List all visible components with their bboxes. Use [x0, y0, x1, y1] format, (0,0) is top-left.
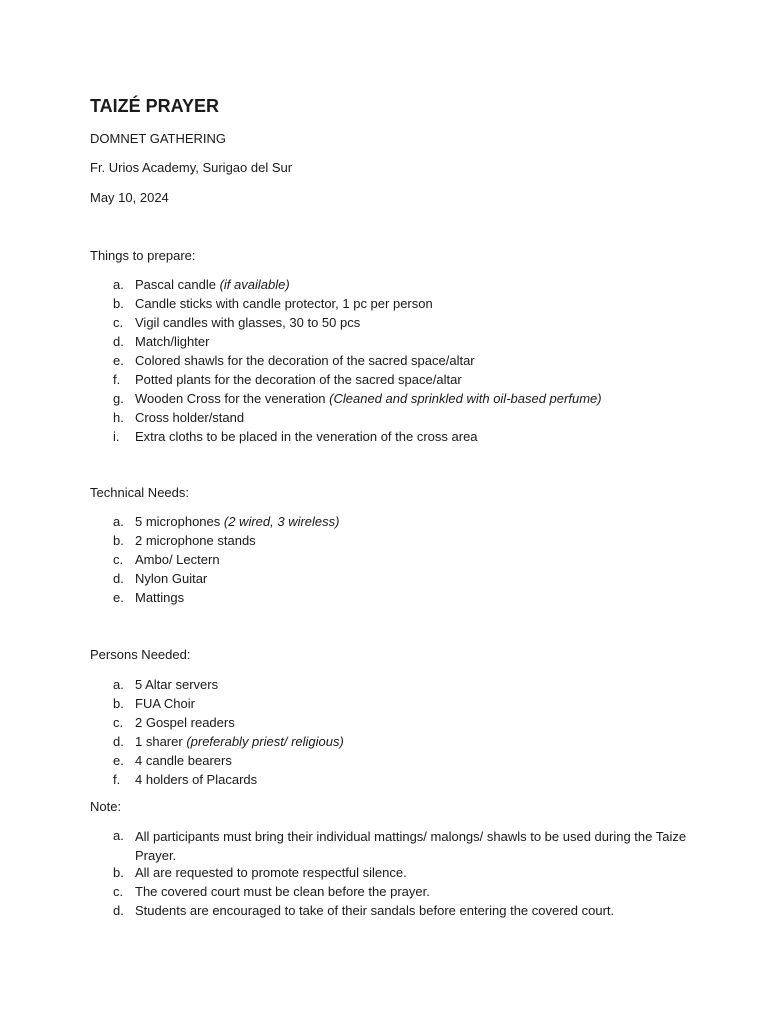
item-text: Ambo/ Lectern: [135, 552, 220, 567]
list-item: [0, 589, 768, 608]
item-text: FUA Choir: [135, 696, 195, 711]
list-item: [0, 883, 768, 902]
list-item: [0, 532, 768, 551]
list-item: [0, 428, 768, 447]
list-item: [0, 864, 768, 883]
venue: Fr. Urios Academy, Surigao del Sur: [90, 160, 293, 175]
item-text: 4 candle bearers: [135, 753, 232, 768]
item-text: The covered court must be clean before the prayer.: [135, 884, 430, 899]
list-item: [0, 714, 768, 733]
list-marker: i.: [113, 429, 120, 444]
list-marker: c.: [113, 715, 124, 730]
list-marker: c.: [113, 884, 124, 899]
item-note: (Cleaned and sprinkled with oil-based perfume): [329, 391, 602, 406]
list-item: [0, 551, 768, 570]
item-note: (if available): [219, 277, 290, 292]
list-marker: e.: [113, 353, 124, 368]
list-item: [0, 676, 768, 695]
list-item: [0, 371, 768, 390]
list-marker: b.: [113, 696, 124, 711]
item-text: Extra cloths to be placed in the veneration of the cross area: [135, 429, 478, 444]
list-item: [0, 902, 768, 921]
list-marker: e.: [113, 753, 124, 768]
item-text: 1 sharer: [135, 734, 187, 749]
document-title: TAIZÉ PRAYER: [90, 96, 220, 116]
list-item: [0, 390, 768, 409]
list-item: [0, 352, 768, 371]
list-item: [0, 314, 768, 333]
list-marker: a.: [113, 828, 124, 843]
item-text: Colored shawls for the decoration of the sacred space/altar: [135, 353, 475, 368]
list-marker: h.: [113, 410, 124, 425]
item-text: 2 microphone stands: [135, 533, 256, 548]
list-item: [0, 827, 768, 864]
list-marker: c.: [113, 552, 124, 567]
list-item: [0, 295, 768, 314]
list-marker: e.: [113, 590, 124, 605]
item-text: All participants must bring their individual mattings/ malongs/ shawls to be used during the Taize Prayer.: [135, 829, 687, 863]
technical-heading: Technical Needs:: [90, 485, 189, 500]
event-date: May 10, 2024: [90, 190, 169, 205]
persons-list: [0, 676, 768, 790]
list-marker: d.: [113, 903, 124, 918]
item-text: All are requested to promote respectful silence.: [135, 865, 407, 880]
prepare-list: [0, 276, 768, 447]
item-text: Vigil candles with glasses, 30 to 50 pcs: [135, 315, 361, 330]
list-marker: b.: [113, 296, 124, 311]
list-item: [0, 513, 768, 532]
list-marker: d.: [113, 571, 124, 586]
prepare-heading: Things to prepare:: [90, 248, 196, 263]
item-text: Nylon Guitar: [135, 571, 208, 586]
list-item: [0, 409, 768, 428]
item-text: 2 Gospel readers: [135, 715, 235, 730]
item-text: Potted plants for the decoration of the sacred space/altar: [135, 372, 462, 387]
item-text: Match/lighter: [135, 334, 210, 349]
item-text: 5 Altar servers: [135, 677, 219, 692]
item-text: Mattings: [135, 590, 185, 605]
list-item: [0, 333, 768, 352]
list-marker: d.: [113, 734, 124, 749]
note-heading: Note:: [90, 799, 122, 814]
list-marker: b.: [113, 865, 124, 880]
item-text: 4 holders of Placards: [135, 772, 258, 787]
list-marker: f.: [113, 772, 121, 787]
list-marker: f.: [113, 372, 121, 387]
list-marker: c.: [113, 315, 124, 330]
note-list: [0, 827, 768, 921]
list-marker: a.: [113, 677, 124, 692]
item-text: Wooden Cross for the veneration: [135, 391, 330, 406]
list-item: [0, 276, 768, 295]
technical-list: [0, 513, 768, 608]
list-item: [0, 752, 768, 771]
list-marker: g.: [113, 391, 124, 406]
list-marker: a.: [113, 514, 124, 529]
list-marker: a.: [113, 277, 124, 292]
list-item: [0, 570, 768, 589]
list-item: [0, 695, 768, 714]
item-text: Cross holder/stand: [135, 410, 245, 425]
persons-heading: Persons Needed:: [90, 647, 191, 662]
list-item: [0, 771, 768, 790]
item-note: (2 wired, 3 wireless): [223, 514, 340, 529]
item-text: 5 microphones: [135, 514, 224, 529]
item-text: Students are encouraged to take of their sandals before entering the covered court.: [135, 903, 615, 918]
event-name: DOMNET GATHERING: [90, 131, 227, 146]
item-text: Candle sticks with candle protector, 1 pc per person: [135, 296, 433, 311]
list-marker: d.: [113, 334, 124, 349]
list-item: [0, 733, 768, 752]
item-text: Pascal candle: [135, 277, 220, 292]
item-note: (preferably priest/ religious): [186, 734, 344, 749]
list-marker: b.: [113, 533, 124, 548]
